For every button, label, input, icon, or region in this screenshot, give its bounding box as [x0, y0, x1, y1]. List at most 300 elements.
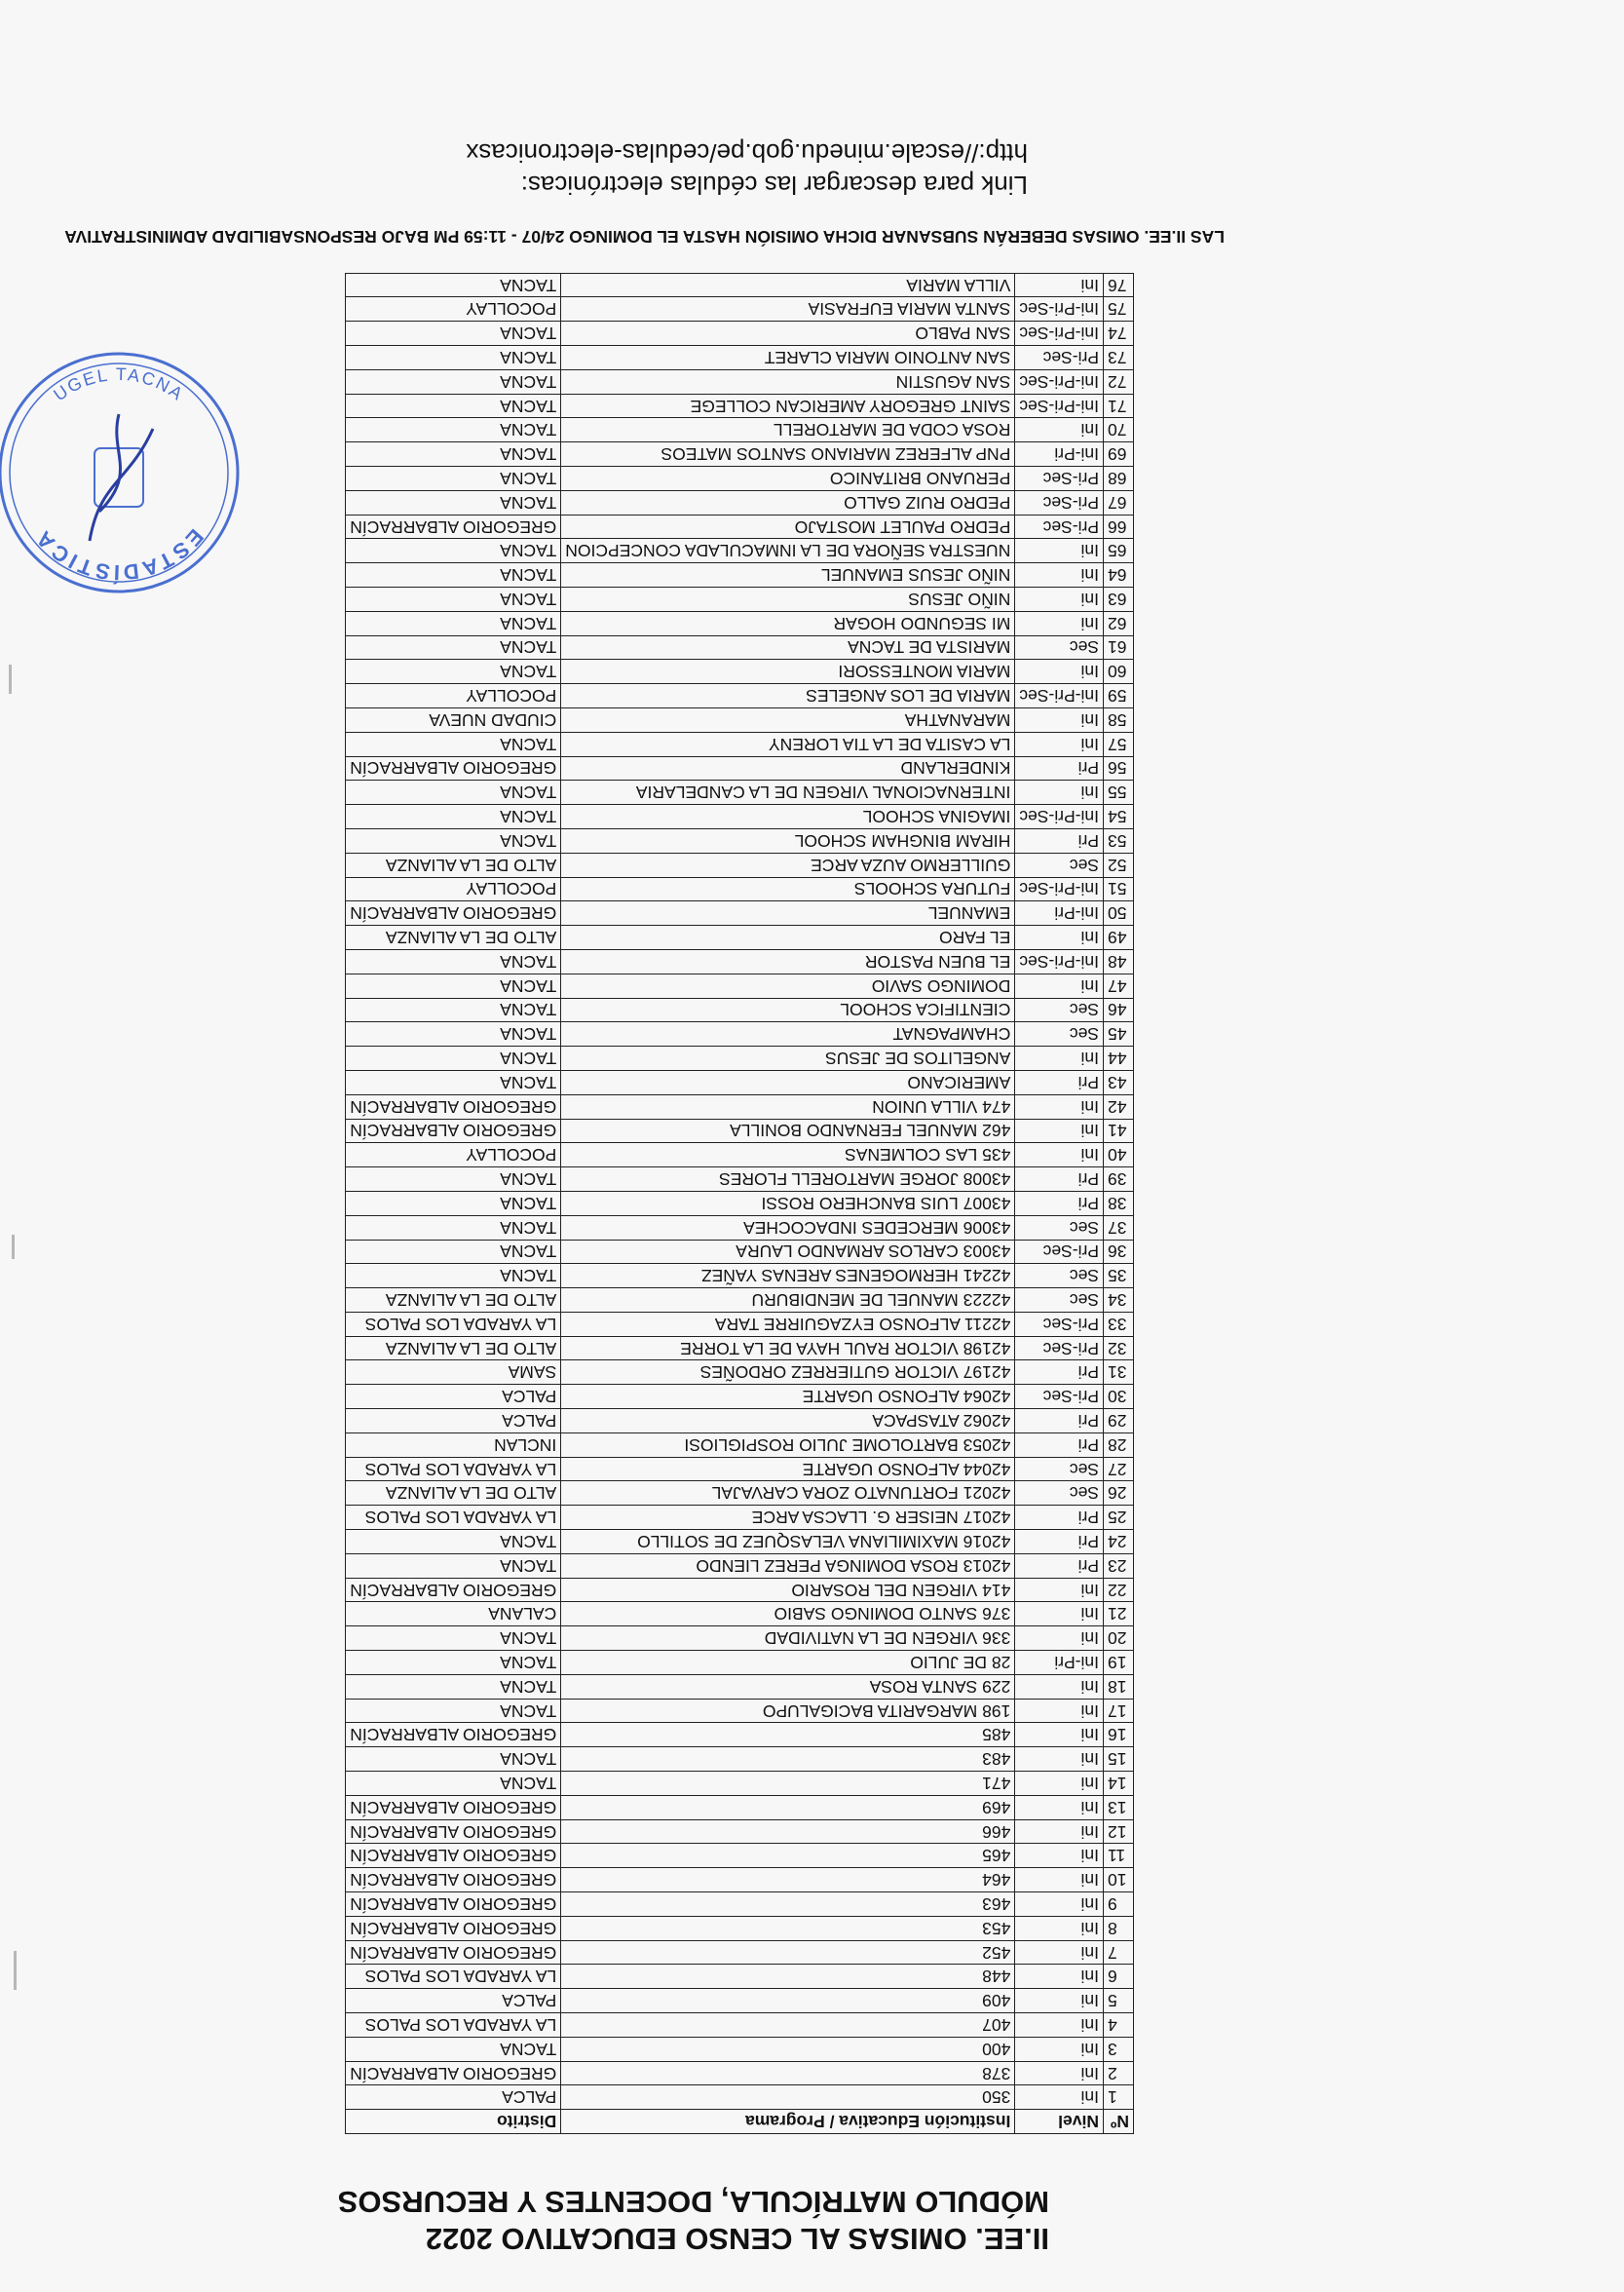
cell-no: 24	[1104, 1530, 1134, 1554]
cell-distrito: GREGORIO ALBARRACÍN	[346, 901, 561, 926]
cell-institucion: SAN PABLO	[561, 322, 1015, 346]
cell-institucion: EMANUEL	[561, 901, 1015, 926]
table-row	[346, 418, 1134, 442]
cell-institucion: 378	[561, 2061, 1015, 2085]
cell-institucion: ANGELITOS DE JESUS	[561, 1047, 1015, 1071]
cell-distrito: GREGORIO ALBARRACÍN	[346, 1819, 561, 1844]
cell-nivel: Ini-Pri-Sec	[1015, 877, 1104, 901]
cell-nivel: Sec	[1015, 1457, 1104, 1481]
cell-institucion: 336 VIRGEN DE LA NATIVIDAD	[561, 1626, 1015, 1651]
cell-institucion: ROSA CODA DE MARTORELL	[561, 418, 1015, 442]
scan-mark	[14, 1951, 17, 1990]
cell-distrito: TACNA	[346, 1167, 561, 1192]
cell-no: 1	[1104, 2085, 1134, 2110]
cell-no: 61	[1104, 635, 1134, 660]
cell-distrito: CALANA	[346, 1602, 561, 1626]
cell-institucion: NIÑO JESUS EMANUEL	[561, 563, 1015, 588]
table-row	[346, 998, 1134, 1022]
cell-nivel: Pri	[1015, 1530, 1104, 1554]
cell-nivel: Ini	[1015, 1047, 1104, 1071]
cell-no: 40	[1104, 1143, 1134, 1167]
cell-nivel: Pri-Sec	[1015, 490, 1104, 515]
cell-institucion: 469	[561, 1795, 1015, 1819]
table-row	[346, 684, 1134, 708]
table-row	[346, 611, 1134, 635]
cell-no: 59	[1104, 684, 1134, 708]
cell-distrito: TACNA	[346, 394, 561, 418]
table-row	[346, 635, 1134, 660]
cell-institucion: 43006 MERCEDES INDACOCHEA	[561, 1215, 1015, 1240]
cell-no: 70	[1104, 418, 1134, 442]
table-row	[346, 1844, 1134, 1868]
cell-nivel: Pri	[1015, 1070, 1104, 1094]
cell-no: 39	[1104, 1167, 1134, 1192]
cell-distrito: TACNA	[346, 322, 561, 346]
table-row	[346, 346, 1134, 370]
cell-distrito: GREGORIO ALBARRACÍN	[346, 1940, 561, 1965]
cell-institucion: SAN ANTONIO MARIA CLARET	[561, 346, 1015, 370]
cell-nivel: Sec	[1015, 635, 1104, 660]
table-body	[346, 273, 1134, 2110]
cell-institucion: 376 SANTO DOMINGO SABIO	[561, 1602, 1015, 1626]
cell-no: 71	[1104, 394, 1134, 418]
cell-distrito: TACNA	[346, 1530, 561, 1554]
cell-institucion: VILLA MARIA	[561, 273, 1015, 297]
cell-no: 34	[1104, 1288, 1134, 1313]
cell-no: 67	[1104, 490, 1134, 515]
cell-no: 32	[1104, 1336, 1134, 1360]
cell-no: 55	[1104, 781, 1134, 805]
cell-distrito: TACNA	[346, 611, 561, 635]
cell-no: 10	[1104, 1868, 1134, 1892]
cell-distrito: TACNA	[346, 949, 561, 974]
cell-institucion: SAN AGUSTIN	[561, 369, 1015, 394]
cell-no: 25	[1104, 1506, 1134, 1530]
cell-no: 9	[1104, 1892, 1134, 1917]
table-row	[346, 369, 1134, 394]
cell-institucion: 435 LAS COLMENAS	[561, 1143, 1015, 1167]
cell-institucion: 465	[561, 1844, 1015, 1868]
cell-institucion: 414 VIRGEN DEL ROSARIO	[561, 1578, 1015, 1602]
table-row	[346, 322, 1134, 346]
table-row	[346, 1167, 1134, 1192]
cell-institucion: PEDRO RUIZ GALLO	[561, 490, 1015, 515]
cell-institucion: 448	[561, 1965, 1015, 1989]
cell-no: 38	[1104, 1191, 1134, 1215]
table-row	[346, 1578, 1134, 1602]
cell-no: 8	[1104, 1916, 1134, 1940]
cell-nivel: Ini-Pri-Sec	[1015, 369, 1104, 394]
table-row	[346, 926, 1134, 950]
cell-no: 14	[1104, 1772, 1134, 1796]
download-link[interactable]: http://escale.minedu.gob.pe/cedulas-electronicasx	[466, 138, 1028, 168]
cell-distrito: TACNA	[346, 539, 561, 563]
cell-nivel: Ini	[1015, 1916, 1104, 1940]
table-row	[346, 1795, 1134, 1819]
table-row	[346, 1965, 1134, 1989]
cell-institucion: 42016 MAXIMILIANA VELASQUEZ DE SOTILLO	[561, 1530, 1015, 1554]
table-row	[346, 1940, 1134, 1965]
cell-no: 52	[1104, 853, 1134, 877]
cell-nivel: Ini-Pri-Sec	[1015, 297, 1104, 322]
cell-distrito: TACNA	[346, 828, 561, 853]
cell-no: 50	[1104, 901, 1134, 926]
table-row	[346, 1651, 1134, 1675]
table-row	[346, 394, 1134, 418]
cell-no: 26	[1104, 1481, 1134, 1506]
cell-nivel: Pri	[1015, 1191, 1104, 1215]
cell-nivel: Ini	[1015, 1674, 1104, 1699]
table-row	[346, 467, 1134, 491]
cell-no: 51	[1104, 877, 1134, 901]
cell-no: 69	[1104, 442, 1134, 467]
cell-institucion: 42062 ATASPACA	[561, 1409, 1015, 1433]
cell-distrito: TACNA	[346, 1022, 561, 1047]
cell-institucion: 43007 LUIS BANCHERO ROSSI	[561, 1191, 1015, 1215]
cell-no: 36	[1104, 1240, 1134, 1264]
cell-no: 68	[1104, 467, 1134, 491]
cell-nivel: Pri-Sec	[1015, 467, 1104, 491]
cell-no: 22	[1104, 1578, 1134, 1602]
cell-no: 23	[1104, 1553, 1134, 1578]
cell-nivel: Pri-Sec	[1015, 346, 1104, 370]
cell-no: 13	[1104, 1795, 1134, 1819]
cell-nivel: Sec	[1015, 1022, 1104, 1047]
cell-no: 21	[1104, 1602, 1134, 1626]
cell-nivel: Ini	[1015, 1989, 1104, 2013]
title-line-1: II.EE. OMISAS AL CENSO EDUCATIVO 2022	[425, 2222, 1049, 2256]
cell-institucion: IMAGINA SCHOOL	[561, 805, 1015, 829]
cell-institucion: 28 DE JULIO	[561, 1651, 1015, 1675]
cell-institucion: SANTA MARIA EUFRASIA	[561, 297, 1015, 322]
cell-institucion: 407	[561, 2013, 1015, 2038]
table-row	[346, 901, 1134, 926]
cell-institucion: NUESTRA SEÑORA DE LA INMACULADA CONCEPCION	[561, 539, 1015, 563]
cell-distrito: TACNA	[346, 1772, 561, 1796]
cell-distrito: GREGORIO ALBARRACÍN	[346, 1119, 561, 1143]
table-row	[346, 805, 1134, 829]
cell-distrito: TACNA	[346, 588, 561, 612]
cell-institucion: LA CASITA DE LA TIA LORENY	[561, 732, 1015, 756]
cell-no: 56	[1104, 756, 1134, 781]
cell-institucion: 42241 HERMOGENES ARENAS YAÑEZ	[561, 1264, 1015, 1288]
cell-no: 57	[1104, 732, 1134, 756]
cell-institucion: PEDRO PAULET MOSTAJO	[561, 515, 1015, 539]
cell-no: 42	[1104, 1094, 1134, 1119]
cell-institucion: 463	[561, 1892, 1015, 1917]
cell-no: 60	[1104, 660, 1134, 684]
cell-nivel: Pri	[1015, 1432, 1104, 1457]
cell-nivel: Ini	[1015, 2061, 1104, 2085]
cell-distrito: TACNA	[346, 1264, 561, 1288]
cell-distrito: ALTO DE LA ALIANZA	[346, 926, 561, 950]
cell-distrito: GREGORIO ALBARRACÍN	[346, 1916, 561, 1940]
cell-nivel: Ini	[1015, 1626, 1104, 1651]
cell-no: 28	[1104, 1432, 1134, 1457]
cell-nivel: Ini	[1015, 1723, 1104, 1747]
cell-institucion: CIENTIFICA SCHOOL	[561, 998, 1015, 1022]
cell-no: 65	[1104, 539, 1134, 563]
cell-nivel: Sec	[1015, 998, 1104, 1022]
table-row	[346, 1506, 1134, 1530]
cell-nivel: Ini	[1015, 563, 1104, 588]
table-row	[346, 1602, 1134, 1626]
cell-no: 75	[1104, 297, 1134, 322]
cell-institucion: MI SEGUNDO HOGAR	[561, 611, 1015, 635]
cell-nivel: Ini-Pri	[1015, 1651, 1104, 1675]
table-row	[346, 1989, 1134, 2013]
cell-distrito: TACNA	[346, 805, 561, 829]
cell-distrito: TACNA	[346, 781, 561, 805]
cell-nivel: Sec	[1015, 1481, 1104, 1506]
cell-distrito: ALTO DE LA ALIANZA	[346, 853, 561, 877]
cell-institucion: KINDERLAND	[561, 756, 1015, 781]
cell-distrito: TACNA	[346, 442, 561, 467]
table-row	[346, 1457, 1134, 1481]
cell-nivel: Ini	[1015, 2013, 1104, 2038]
cell-distrito: TACNA	[346, 346, 561, 370]
cell-nivel: Ini	[1015, 1578, 1104, 1602]
deadline-notice: LAS II.EE. OMISAS DEBERÁN SUBSANAR DICHA OMISIÓN HASTA EL DOMINGO 24/07 - 11:59 PM BAJO RESPONSABILIDAD ADMINISTRATIVA	[64, 227, 1225, 247]
cell-distrito: GREGORIO ALBARRACÍN	[346, 2061, 561, 2085]
cell-no: 4	[1104, 2013, 1134, 2038]
cell-nivel: Ini	[1015, 539, 1104, 563]
cell-distrito: INCLAN	[346, 1432, 561, 1457]
cell-no: 31	[1104, 1360, 1134, 1385]
table-row	[346, 1723, 1134, 1747]
table-row	[346, 1385, 1134, 1409]
table-row	[346, 781, 1134, 805]
cell-nivel: Sec	[1015, 853, 1104, 877]
cell-distrito: GREGORIO ALBARRACÍN	[346, 1868, 561, 1892]
cell-distrito: TACNA	[346, 563, 561, 588]
cell-distrito: POCOLLAY	[346, 684, 561, 708]
table-row	[346, 1553, 1134, 1578]
cell-nivel: Ini	[1015, 1143, 1104, 1167]
cell-nivel: Ini	[1015, 273, 1104, 297]
table-row	[346, 1432, 1134, 1457]
cell-distrito: GREGORIO ALBARRACÍN	[346, 1795, 561, 1819]
cell-distrito: ALTO DE LA ALIANZA	[346, 1288, 561, 1313]
table-row	[346, 756, 1134, 781]
table-row	[346, 2037, 1134, 2061]
cell-distrito: TACNA	[346, 1215, 561, 1240]
cell-distrito: SAMA	[346, 1360, 561, 1385]
cell-no: 7	[1104, 1940, 1134, 1965]
cell-no: 47	[1104, 974, 1134, 998]
table-row	[346, 2013, 1134, 2038]
cell-institucion: 350	[561, 2085, 1015, 2110]
cell-distrito: TACNA	[346, 1553, 561, 1578]
cell-nivel: Pri-Sec	[1015, 515, 1104, 539]
header-distrito: Distrito	[346, 2110, 561, 2134]
table-row	[346, 2085, 1134, 2110]
cell-institucion: EL FARO	[561, 926, 1015, 950]
cell-nivel: Pri	[1015, 1506, 1104, 1530]
table-row	[346, 273, 1134, 297]
cell-no: 45	[1104, 1022, 1134, 1047]
cell-distrito: LA YARADA LOS PALOS	[346, 1312, 561, 1336]
cell-institucion: CHAMPAGNAT	[561, 1022, 1015, 1047]
cell-distrito: TACNA	[346, 660, 561, 684]
table-row	[346, 1215, 1134, 1240]
table-row	[346, 563, 1134, 588]
cell-no: 29	[1104, 1409, 1134, 1433]
cell-distrito: POCOLLAY	[346, 877, 561, 901]
cell-distrito: CIUDAD NUEVA	[346, 707, 561, 732]
table-row	[346, 1409, 1134, 1433]
header-no: Nº	[1104, 2110, 1134, 2134]
table-row	[346, 877, 1134, 901]
cell-no: 63	[1104, 588, 1134, 612]
cell-nivel: Ini-Pri	[1015, 901, 1104, 926]
cell-distrito: GREGORIO ALBARRACÍN	[346, 1578, 561, 1602]
table-row	[346, 1022, 1134, 1047]
cell-nivel: Pri	[1015, 1167, 1104, 1192]
cell-institucion: 42044 ALFONSO UGARTE	[561, 1457, 1015, 1481]
cell-nivel: Pri	[1015, 1360, 1104, 1385]
cell-no: 66	[1104, 515, 1134, 539]
table-row	[346, 853, 1134, 877]
table-row	[346, 1264, 1134, 1288]
cell-nivel: Pri-Sec	[1015, 1385, 1104, 1409]
cell-distrito: POCOLLAY	[346, 297, 561, 322]
cell-institucion: NIÑO JESUS	[561, 588, 1015, 612]
table-row	[346, 1530, 1134, 1554]
cell-institucion: 229 SANTA ROSA	[561, 1674, 1015, 1699]
table-row	[346, 949, 1134, 974]
cell-institucion: 198 MARGARITA BACIGALUPO	[561, 1699, 1015, 1723]
cell-distrito: LA YARADA LOS PALOS	[346, 2013, 561, 2038]
cell-nivel: Ini	[1015, 1965, 1104, 1989]
link-label: Link para descargar las cédulas electrónicas:	[520, 171, 1028, 200]
cell-institucion: 471	[561, 1772, 1015, 1796]
cell-no: 49	[1104, 926, 1134, 950]
table-row	[346, 660, 1134, 684]
cell-institucion: 453	[561, 1916, 1015, 1940]
cell-distrito: LA YARADA LOS PALOS	[346, 1965, 561, 1989]
table-row	[346, 1747, 1134, 1772]
table-row	[346, 974, 1134, 998]
cell-no: 62	[1104, 611, 1134, 635]
cell-no: 64	[1104, 563, 1134, 588]
cell-no: 72	[1104, 369, 1134, 394]
cell-distrito: GREGORIO ALBARRACÍN	[346, 1892, 561, 1917]
cell-distrito: TACNA	[346, 467, 561, 491]
cell-nivel: Sec	[1015, 1288, 1104, 1313]
cell-nivel: Ini	[1015, 1119, 1104, 1143]
cell-distrito: TACNA	[346, 732, 561, 756]
cell-distrito: TACNA	[346, 1626, 561, 1651]
scan-mark	[12, 1235, 15, 1259]
cell-no: 20	[1104, 1626, 1134, 1651]
cell-no: 12	[1104, 1819, 1134, 1844]
cell-nivel: Sec	[1015, 1264, 1104, 1288]
cell-nivel: Ini	[1015, 1940, 1104, 1965]
cell-institucion: EL BUEN PASTOR	[561, 949, 1015, 974]
cell-distrito: TACNA	[346, 273, 561, 297]
cell-nivel: Pri-Sec	[1015, 1336, 1104, 1360]
cell-institucion: INTERNACIONAL VIRGEN DE LA CANDELARIA	[561, 781, 1015, 805]
cell-distrito: GREGORIO ALBARRACÍN	[346, 1844, 561, 1868]
cell-distrito: PALCA	[346, 2085, 561, 2110]
table-row	[346, 1819, 1134, 1844]
cell-distrito: LA YARADA LOS PALOS	[346, 1506, 561, 1530]
table-row	[346, 1240, 1134, 1264]
cell-nivel: Ini	[1015, 1602, 1104, 1626]
table-row	[346, 1868, 1134, 1892]
table-row	[346, 828, 1134, 853]
table-row	[346, 297, 1134, 322]
cell-nivel: Ini	[1015, 1892, 1104, 1917]
scan-mark	[9, 665, 12, 694]
cell-institucion: 464	[561, 1868, 1015, 1892]
cell-distrito: TACNA	[346, 1240, 561, 1264]
cell-distrito: POCOLLAY	[346, 1143, 561, 1167]
cell-institucion: 42064 ALFONSO UGARTE	[561, 1385, 1015, 1409]
cell-institucion: 42211 ALFONSO EYZAGUIRRE TARA	[561, 1312, 1015, 1336]
cell-institucion: MARISTA DE TACNA	[561, 635, 1015, 660]
cell-nivel: Pri-Sec	[1015, 1312, 1104, 1336]
omisas-table	[345, 273, 1134, 2134]
table-row	[346, 1481, 1134, 1506]
cell-nivel: Ini	[1015, 1772, 1104, 1796]
cell-distrito: TACNA	[346, 1191, 561, 1215]
cell-nivel: Pri	[1015, 756, 1104, 781]
table-row	[346, 1336, 1134, 1360]
cell-institucion: AMERICANO	[561, 1070, 1015, 1094]
table-row	[346, 732, 1134, 756]
cell-institucion: DOMINGO SAVIO	[561, 974, 1015, 998]
cell-institucion: FUTURA SCHOOLS	[561, 877, 1015, 901]
cell-nivel: Ini-Pri-Sec	[1015, 805, 1104, 829]
official-stamp	[0, 346, 245, 599]
table-row	[346, 1191, 1134, 1215]
cell-distrito: ALTO DE LA ALIANZA	[346, 1481, 561, 1506]
table-row	[346, 1047, 1134, 1071]
table-row	[346, 1892, 1134, 1917]
cell-distrito: GREGORIO ALBARRACÍN	[346, 756, 561, 781]
cell-institucion: 466	[561, 1819, 1015, 1844]
cell-nivel: Ini	[1015, 732, 1104, 756]
cell-nivel: Ini-Pri-Sec	[1015, 684, 1104, 708]
table-row	[346, 1360, 1134, 1385]
cell-institucion: HIRAM BINGHAM SCHOOL	[561, 828, 1015, 853]
cell-institucion: 43008 JORGE MARTORELL FLORES	[561, 1167, 1015, 1192]
cell-distrito: ALTO DE LA ALIANZA	[346, 1336, 561, 1360]
cell-no: 30	[1104, 1385, 1134, 1409]
cell-nivel: Ini	[1015, 1819, 1104, 1844]
cell-nivel: Ini	[1015, 1699, 1104, 1723]
cell-nivel: Pri	[1015, 828, 1104, 853]
table-row	[346, 1070, 1134, 1094]
cell-institucion: 462 MANUEL FERNANDO BONILLA	[561, 1119, 1015, 1143]
cell-distrito: TACNA	[346, 1674, 561, 1699]
table-row	[346, 1916, 1134, 1940]
cell-distrito: TACNA	[346, 1747, 561, 1772]
cell-nivel: Pri	[1015, 1409, 1104, 1433]
cell-no: 37	[1104, 1215, 1134, 1240]
cell-distrito: TACNA	[346, 1070, 561, 1094]
cell-no: 74	[1104, 322, 1134, 346]
table-row	[346, 539, 1134, 563]
cell-institucion: 42017 NEISER G. LLACSA ARCE	[561, 1506, 1015, 1530]
table-row	[346, 442, 1134, 467]
cell-no: 44	[1104, 1047, 1134, 1071]
cell-no: 54	[1104, 805, 1134, 829]
cell-distrito: TACNA	[346, 369, 561, 394]
cell-institucion: SAINT GREGORY AMERICAN COLLEGE	[561, 394, 1015, 418]
